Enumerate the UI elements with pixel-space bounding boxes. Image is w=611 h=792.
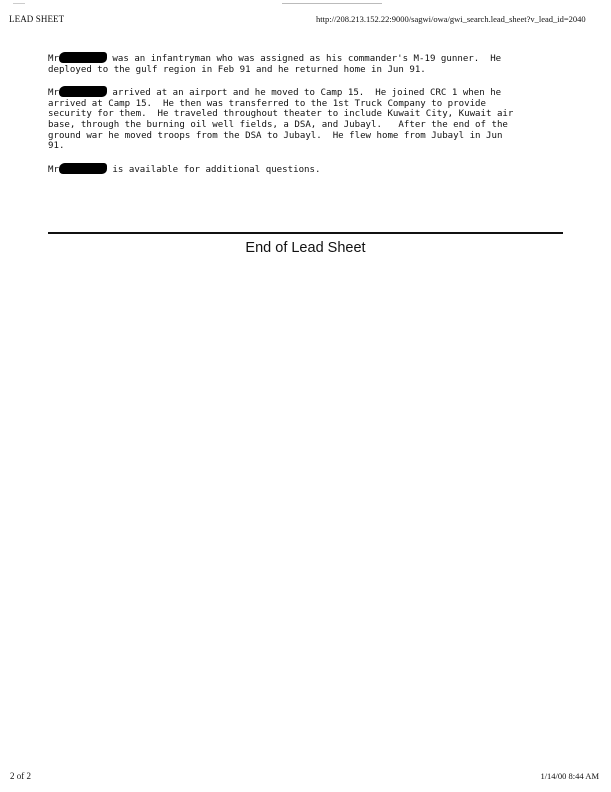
header-rule — [282, 3, 382, 4]
name-prefix: Mr — [48, 54, 59, 64]
redaction-block — [59, 52, 107, 63]
paragraph-movements — [48, 86, 568, 152]
section-divider — [48, 232, 563, 234]
page-url: http://208.213.152.22:9000/sagwi/owa/gwi_search.lead_sheet?v_lead_id=2040 — [316, 14, 586, 24]
page-title: LEAD SHEET — [9, 14, 65, 24]
redaction-block — [59, 163, 107, 174]
end-of-lead-sheet-heading: End of Lead Sheet — [245, 240, 366, 256]
scan-mark — [13, 3, 25, 4]
lead-sheet-body — [48, 52, 568, 186]
page-number: 2 of 2 — [10, 771, 31, 781]
name-prefix: Mr — [48, 88, 59, 99]
paragraph-text: was an infantryman who was assigned as his commander's M-19 gunner. He deployed to the gulf region in Feb 91 and he returned home in Jun 91. — [48, 54, 502, 75]
redaction-block — [59, 86, 107, 97]
name-prefix: Mr — [48, 164, 59, 175]
paragraph-text: arrived at an airport and he moved to Camp 15. He joined CRC 1 when he arrived at Camp 15. He then was transferred to the 1st Truck Company to provide security for them. He traveled throughout theater to include Kuwait City, Kuwait air base, through the burning oil well fields, a DSA, and Jubayl. After the end of the ground war he moved troops from the DSA to Jubayl. He flew home from Jubayl in Jun 91. — [48, 88, 514, 152]
print-timestamp: 1/14/00 8:44 AM — [540, 771, 599, 781]
paragraph-availability — [48, 163, 568, 176]
paragraph-service — [48, 52, 568, 75]
paragraph-text: is available for additional questions. — [106, 164, 321, 175]
